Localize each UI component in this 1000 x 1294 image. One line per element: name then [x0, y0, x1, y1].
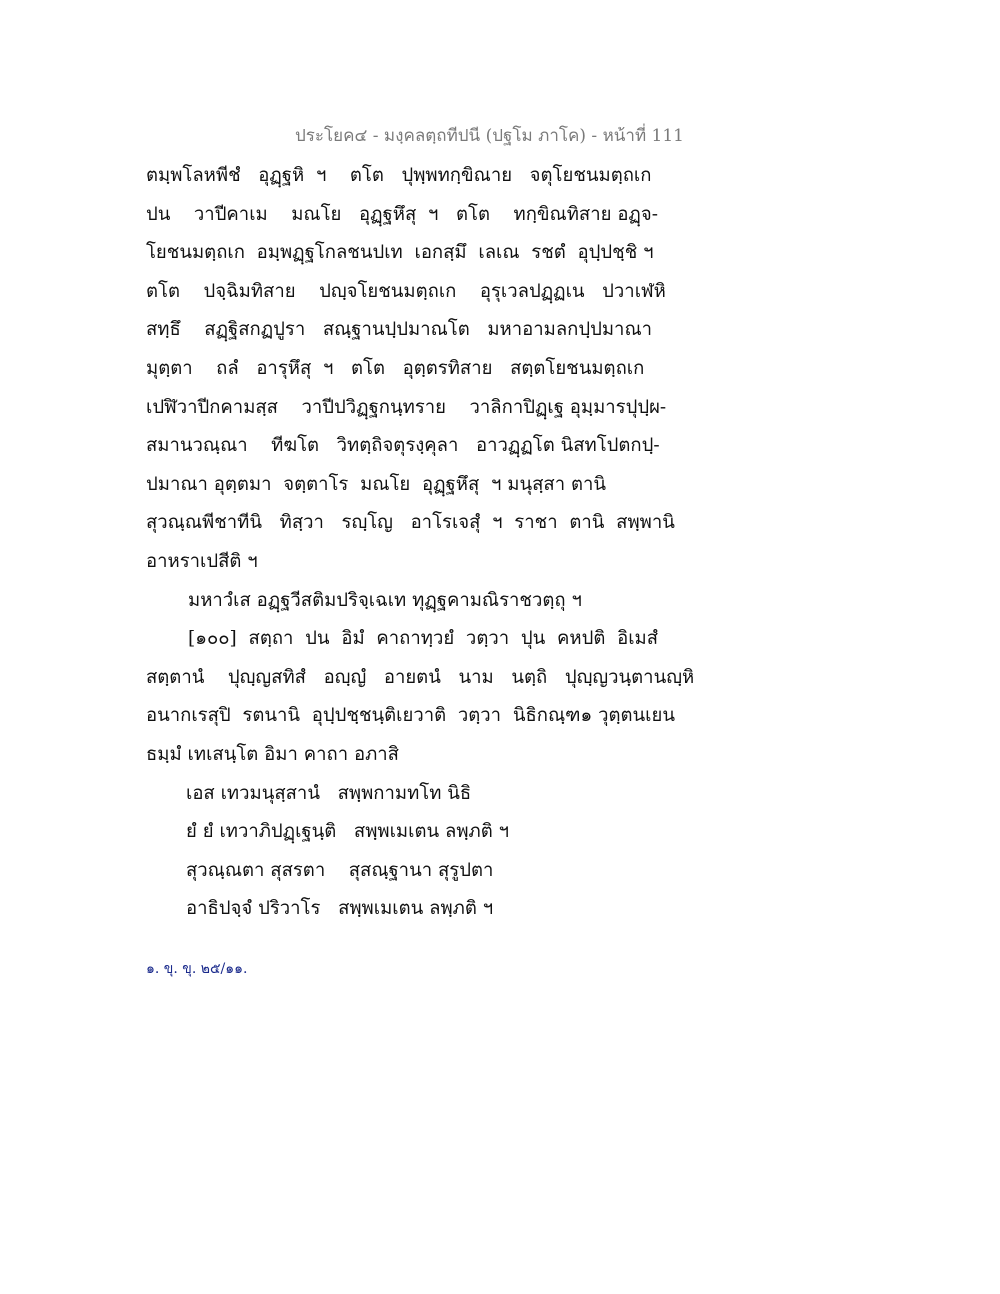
paragraph-line: สตฺตานํ ปุญฺญสทิสํ อญฺญํ อายตนํ นาม นตฺถิ ปุญฺญวนฺตานญฺหิ: [146, 666, 695, 688]
verse-line: สุวณฺณตา สุสรตา สุสณฺฐานา สุรูปตา: [186, 859, 494, 881]
text-line: สุวณฺณพีชาทีนิ ทิสฺวา รญฺโญ อาโรเจสุํ ฯ ราชา ตานิ สพฺพานิ: [146, 512, 675, 534]
paragraph-line: [๑๐๐] สตฺถา ปน อิมํ คาถาทฺวยํ วตฺวา ปุน คหปติ อิเมสํ: [188, 628, 659, 650]
text-line: สทฺธึ สฏฺฐิสกฏปูรา สณฺฐานปฺปมาณโต มหาอามลกปฺปมาณา: [146, 319, 652, 341]
verse-line: ยํ ยํ เทวาภิปฏฺเฐนฺติ สพฺพเมเตน ลพฺภติ ฯ: [186, 821, 510, 843]
text-line: อาหราเปสีติ ฯ: [146, 550, 258, 572]
text-line: ตโต ปจฺฉิมทิสาย ปญฺจโยชนมตฺถเก อุรุเวลปฏฺฏเน ปวาเฬหิ: [146, 280, 666, 302]
running-header: ประโยค๔ - มงฺคลตฺถทีปนี (ปฐโม ภาโค) - หน้าที่ 111: [295, 126, 684, 146]
text-line: เปฬิวาปีกคามสฺส วาปีปวิฏฺฐกนฺทราย วาลิกาปิฏฺเฐ อุมฺมารปุปฺผ-: [146, 396, 667, 418]
text-line: มุตฺตา ถลํ อารุหึสุ ฯ ตโต อุตฺตรทิสาย สตฺตโยชนมตฺถเก: [146, 357, 645, 379]
text-line: ปมาณา อุตฺตมา จตฺตาโร มณโย อุฏฺฐหึสุ ฯ มนุสฺสา ตานิ: [146, 473, 607, 495]
text-line: ตมฺพโลหพีชํ อุฏฺฐหิ ฯ ตโต ปุพฺพทกฺขิณาย จตุโยชนมตฺถเก: [146, 165, 652, 186]
text-line: ปน วาปีคาเม มณโย อุฏฺฐหึสุ ฯ ตโต ทกฺขิณทิสาย อฏฺจ-: [146, 203, 658, 225]
colophon-line: มหาวํเส อฏฺฐวีสติมปริจฺเฉเท ทุฏฺฐคามณิราชวตฺถุ ฯ: [188, 589, 582, 611]
verse-line: เอส เทวมนุสฺสานํ สพฺพกามทโท นิธิ: [186, 782, 472, 804]
paragraph-line: อนากเรสุปิ รตนานิ อุปฺปชฺชนฺติเยวาติ วตฺวา นิธิกณฺฑ๑ วุตฺตนเยน: [146, 705, 675, 727]
footnote: ๑. ขุ. ขุ. ๒๕/๑๑.: [146, 961, 248, 977]
verse-line: อาธิปจฺจํ ปริวาโร สพฺพเมเตน ลพฺภติ ฯ: [186, 898, 494, 920]
paragraph-line: ธมฺมํ เทเสนฺโต อิมา คาถา อภาสิ: [146, 743, 399, 765]
page-body: [146, 157, 706, 929]
text-line: สมานวณฺณา ทีฆโต วิทตฺถิจตุรงฺคุลา อาวฏฺฏโต นิสทโปตกปฺ-: [146, 435, 660, 457]
text-line: โยชนมตฺถเก อมฺพฏฺฐโกลชนปเท เอกสฺมึ เลเณ รชตํ อุปฺปชฺชิ ฯ: [146, 242, 654, 264]
